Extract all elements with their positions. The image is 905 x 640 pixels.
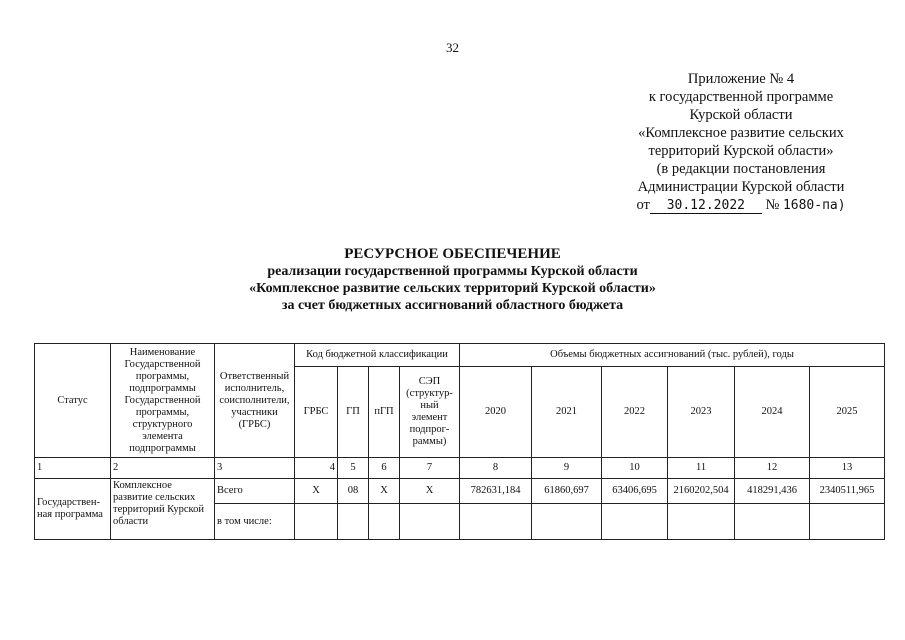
column-number: 12	[735, 458, 810, 479]
header-pgp: пГП	[369, 367, 400, 458]
appendix-line: территорий Курской области»	[648, 143, 834, 159]
empty-cell	[400, 504, 460, 540]
value-cell: 61860,697	[532, 479, 602, 504]
sep-cell: Х	[400, 479, 460, 504]
header-grbs: ГРБС	[295, 367, 338, 458]
program-name-cell: Комплексное развитие сельских территорий Курской области	[111, 479, 215, 540]
header-row	[35, 344, 885, 367]
empty-cell	[295, 504, 338, 540]
header-sep: СЭП (структур-ный элемент подпрог-раммы)	[400, 367, 460, 458]
appendix-line: (в редакции постановления	[656, 161, 826, 177]
header-year: 2021	[532, 367, 602, 458]
empty-cell	[532, 504, 602, 540]
header-year: 2025	[810, 367, 885, 458]
header-year: 2020	[460, 367, 532, 458]
document-subtitle: «Комплексное развитие сельских территорий Курской области»	[249, 281, 656, 296]
grbs-cell: Х	[295, 479, 338, 504]
column-numbering-row	[35, 458, 885, 479]
value-cell: 63406,695	[602, 479, 668, 504]
header-gp: ГП	[338, 367, 369, 458]
header-year: 2023	[668, 367, 735, 458]
gp-cell: 08	[338, 479, 369, 504]
responsible-cell: Всего	[215, 479, 295, 504]
column-number: 4	[295, 458, 338, 479]
column-number: 5	[338, 458, 369, 479]
resource-table	[34, 343, 885, 540]
appendix-line: Администрации Курской области	[637, 179, 845, 195]
column-number: 9	[532, 458, 602, 479]
empty-cell	[338, 504, 369, 540]
header-year: 2022	[602, 367, 668, 458]
value-cell: 782631,184	[460, 479, 532, 504]
header-volumes: Объемы бюджетных ассигнований (тыс. рублей), годы	[460, 344, 885, 367]
appendix-line: Приложение № 4	[687, 71, 795, 87]
header-year: 2024	[735, 367, 810, 458]
column-number: 3	[215, 458, 295, 479]
empty-cell	[668, 504, 735, 540]
column-number: 11	[668, 458, 735, 479]
empty-cell	[602, 504, 668, 540]
column-number: 10	[602, 458, 668, 479]
header-responsible: Ответственный исполнитель, соисполнители, участники (ГРБС)	[215, 344, 295, 458]
decree-reference	[596, 196, 886, 215]
number-label: №	[765, 197, 780, 213]
column-number: 13	[810, 458, 885, 479]
column-number: 8	[460, 458, 532, 479]
decree-number: 1680-па)	[782, 198, 846, 213]
responsible-cell: в том числе:	[215, 504, 295, 540]
appendix-line: Курской области	[689, 107, 793, 123]
from-label: от	[636, 197, 650, 213]
appendix-line: «Комплексное развитие сельских	[638, 125, 844, 141]
column-number: 2	[111, 458, 215, 479]
document-subtitle: реализации государственной программы Курской области	[267, 264, 638, 279]
page-number: 32	[446, 40, 459, 55]
appendix-line: к государственной программе	[648, 89, 834, 105]
value-cell: 418291,436	[735, 479, 810, 504]
column-number: 1	[35, 458, 111, 479]
table-row	[35, 479, 885, 504]
column-number: 7	[400, 458, 460, 479]
empty-cell	[810, 504, 885, 540]
value-cell: 2160202,504	[668, 479, 735, 504]
document-title: РЕСУРСНОЕ ОБЕСПЕЧЕНИЕ	[344, 246, 561, 262]
document-subtitle: за счет бюджетных ассигнований областного бюджета	[281, 298, 624, 313]
appendix-block	[596, 70, 886, 215]
document-heading	[0, 246, 905, 314]
decree-date: 30.12.2022	[650, 199, 762, 214]
empty-cell	[369, 504, 400, 540]
empty-cell	[460, 504, 532, 540]
status-cell: Государствен-ная программа	[35, 479, 111, 540]
value-cell: 2340511,965	[810, 479, 885, 504]
pgp-cell: Х	[369, 479, 400, 504]
header-status: Статус	[35, 344, 111, 458]
column-number: 6	[369, 458, 400, 479]
header-name: Наименование Государственной программы, подпрограммы Государственной программы, структурного элемента подпрограммы	[111, 344, 215, 458]
empty-cell	[735, 504, 810, 540]
header-budget-code: Код бюджетной классификации	[295, 344, 460, 367]
